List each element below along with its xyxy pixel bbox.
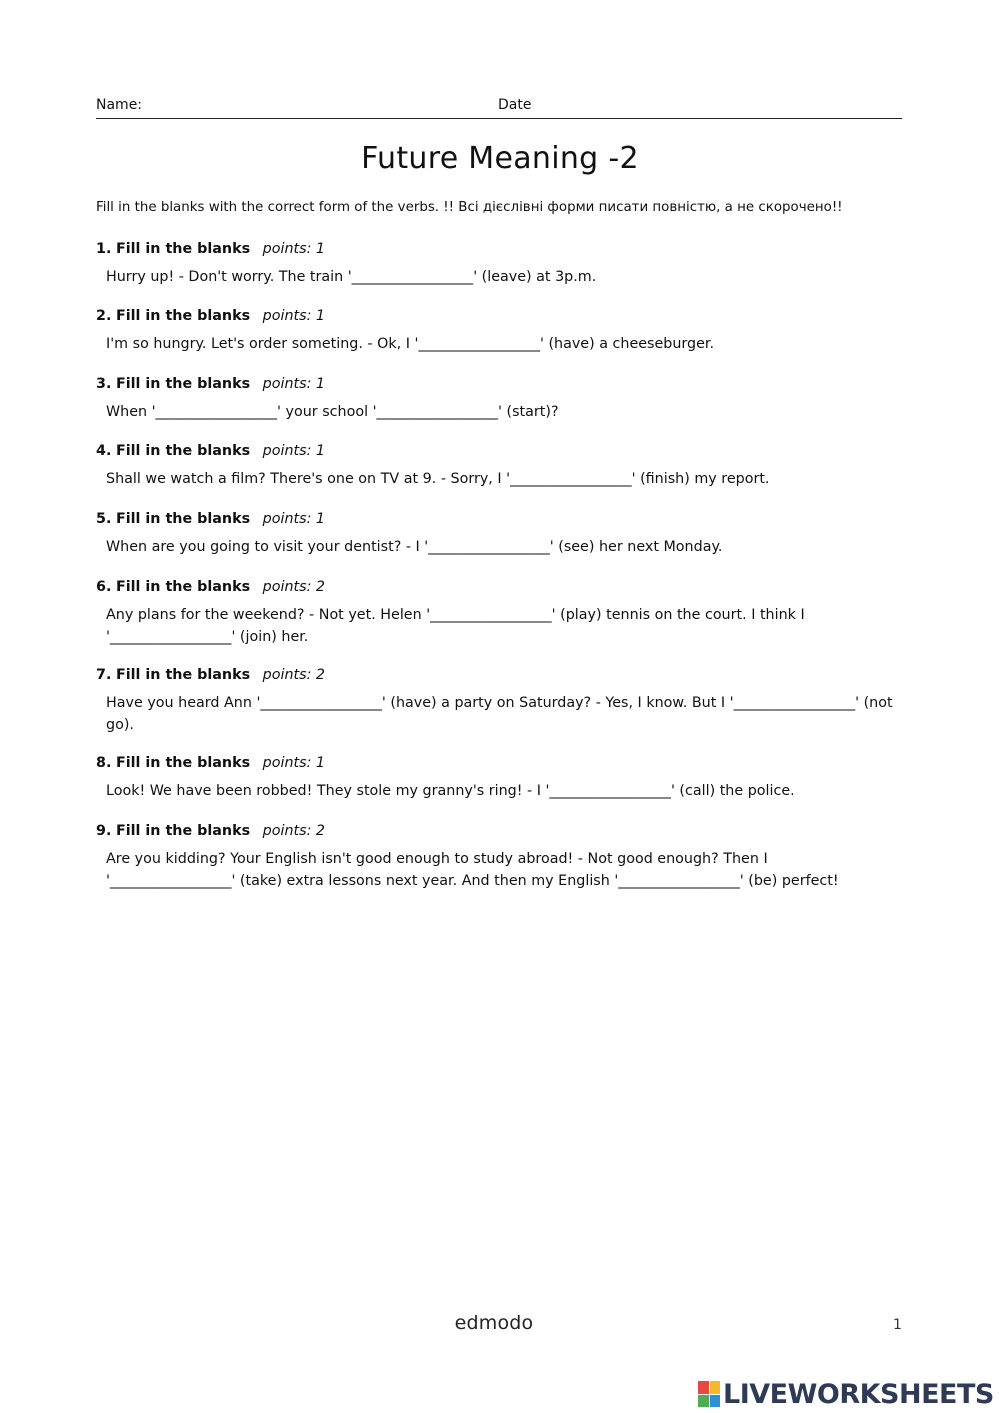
question-type: Fill in the blanks [115,308,251,324]
question-type: Fill in the blanks [115,579,251,595]
header-row [96,96,902,119]
brand-mark-cell [698,1381,709,1394]
question-header [96,667,916,687]
question-number: 3. [96,376,112,392]
brand-mark-cell [710,1381,721,1394]
question-text: Have you heard Ann '_________________' (have) a party on Saturday? - Yes, I know. But I '_________________' (not go). [106,695,893,733]
page-title: Future Meaning -2 [361,141,639,176]
question-points: points: 1 [262,755,326,771]
question-points: points: 1 [262,241,326,257]
question-text: Hurry up! - Don't worry. The train '_________________' (leave) at 3p.m. [106,269,597,285]
question-text: When '_________________' your school '_________________' (start)? [106,404,559,420]
question-type: Fill in the blanks [115,443,251,459]
question-header [96,241,916,261]
question-number: 2. [96,308,112,324]
brand-mark-cell [710,1395,721,1408]
question-number: 7. [96,667,112,683]
question-points: points: 1 [262,511,326,527]
question-header [96,823,916,843]
question-8 [96,755,916,803]
question-points: points: 1 [262,376,326,392]
question-header [96,755,916,775]
question-type: Fill in the blanks [115,376,251,392]
question-number: 8. [96,755,112,771]
question-5 [96,511,916,559]
question-1 [96,241,916,289]
question-6 [96,579,916,648]
question-text: I'm so hungry. Let's order someting. - Ok, I '_________________' (have) a cheeseburger. [106,336,715,352]
name-label: Name: [96,97,143,113]
question-2 [96,308,916,356]
question-type: Fill in the blanks [115,755,251,771]
question-points: points: 1 [262,443,326,459]
edmodo-logo: edmodo [454,1312,534,1334]
question-points: points: 2 [262,667,326,683]
liveworksheets-wordmark: LIVEWORKSHEETS [723,1378,994,1410]
question-3 [96,376,916,424]
question-text: Any plans for the weekend? - Not yet. Helen '_________________' (play) tennis on the court. I think I '_________________' (join) her. [106,607,805,645]
question-header [96,376,916,396]
liveworksheets-mark-icon [698,1381,720,1407]
question-header [96,511,916,531]
question-9 [96,823,916,892]
question-text: Look! We have been robbed! They stole my granny's ring! - I '_________________' (call) the police. [106,783,795,799]
question-number: 6. [96,579,112,595]
question-text: Shall we watch a film? There's one on TV at 9. - Sorry, I '_________________' (finish) my report. [106,471,770,487]
question-header [96,308,916,328]
question-type: Fill in the blanks [115,241,251,257]
question-text: Are you kidding? Your English isn't good enough to study abroad! - Not good enough? Then I '_________________' (take) extra lessons next year. And then my English '_________________' (be) perfect! [106,851,839,889]
question-header [96,579,916,599]
question-type: Fill in the blanks [115,511,251,527]
question-header [96,443,916,463]
question-7 [96,667,916,736]
date-label: Date [498,97,532,113]
question-type: Fill in the blanks [115,823,251,839]
question-number: 5. [96,511,112,527]
question-number: 1. [96,241,112,257]
question-points: points: 2 [262,579,326,595]
question-number: 9. [96,823,112,839]
brand-mark-cell [698,1395,709,1408]
page-number: 1 [893,1317,902,1333]
question-4 [96,443,916,491]
question-number: 4. [96,443,112,459]
question-text: When are you going to visit your dentist? - I '_________________' (see) her next Monday. [106,539,723,555]
question-type: Fill in the blanks [115,667,251,683]
liveworksheets-logo[interactable] [698,1378,994,1410]
question-points: points: 2 [262,823,326,839]
question-points: points: 1 [262,308,326,324]
instructions: Fill in the blanks with the correct form of the verbs. !! Всі дієслівні форми писати повністю, а не скорочено!! [96,200,843,215]
